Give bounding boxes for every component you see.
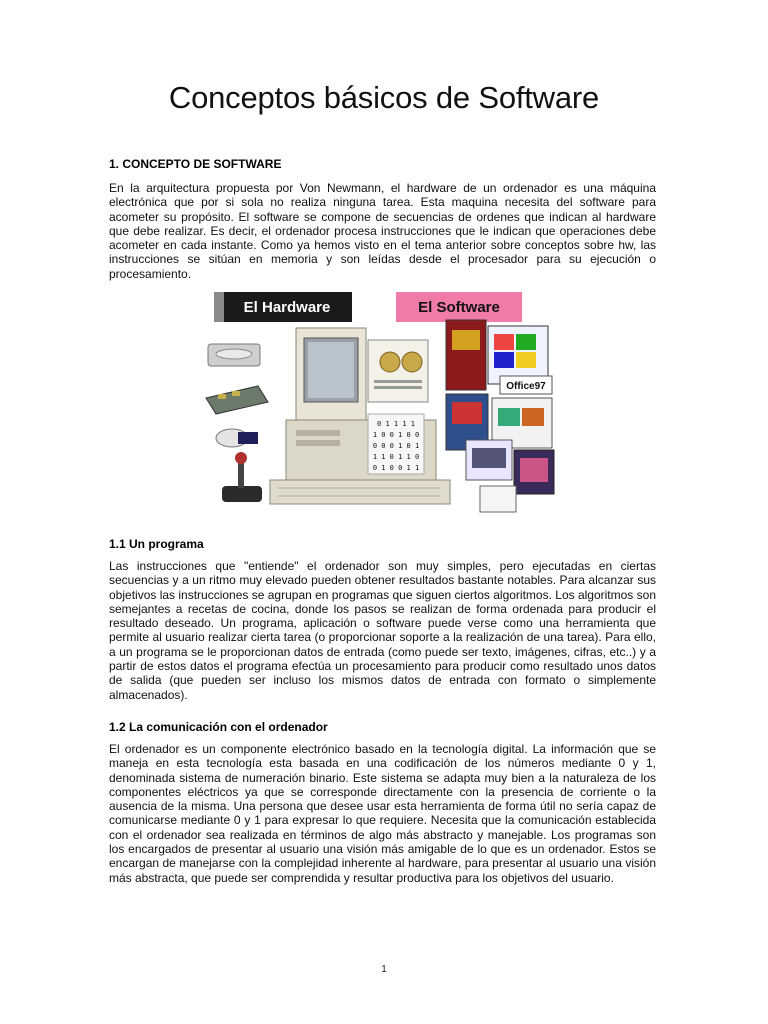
- hardware-software-illustration: [200, 290, 564, 518]
- hardware-label: El Hardware: [243, 299, 331, 316]
- section-body-3: El ordenador es un componente electrónico basado en la tecnología digital. La información que se maneja en esta tecnología esta basada en una codificación de los números mediante 0 y 1, denominada sistema de numeración binario. Este sistema se adapta muy bien a la naturaleza de los componentes eléctricos ya que se corresponde directamente con la presencia de corriente o la ausencia de la misma. Una persona que desee usar esta herramienta de forma útil no sería capaz de comunicarse mediante 0 y 1 para expresar lo que requiere. Necesita que la comunicación establecida con el ordenador sea realizada en términos de algo más abstracto y manejable. Los programas son los encargados de presentar al usuario una visión más amigable de lo que es un ordenador. Estos se encargan de manejarse con la complejidad inherente al hardware, para presentar al usuario una visión más abstracta, que puede ser comprendida y resultar productiva para los objetivos del usuario.: [109, 742, 656, 885]
- section-body-1: En la arquitectura propuesta por Von Newmann, el hardware de un ordenador es una máquina electrónica que por si sola no realiza ninguna tarea. Esta maquina necesita del software para acometer su propósito. El software se compone de secuencias de ordenes que indican al hardware que debe realizar. Es decir, el ordenador procesa instrucciones que le indican que operaciones debe acometer en cada instante. Como ya hemos visto en el tema anterior sobre conceptos sobre hw, las instrucciones se sitúan en memoria y son leídas desde el procesador para su ejecución o procesamiento.: [109, 181, 656, 281]
- software-window-icon: [368, 340, 428, 402]
- section-body-2: Las instrucciones que "entiende" el ordenador son muy simples, pero ejecutadas en ciertas secuencias y a un ritmo muy elevado pueden obtener resultados bastante notables. Para alcanzar sus objetivos las instrucciones se agrupan en programas que siguen ciertos algoritmos. Los algoritmos son semejantes a recetas de cocina, donde los pasos se realizan de forma ordenada para producir el resultado deseado. Un programa, aplicación o software puede verse como una herramienta que permite al usuario realizar cierta tarea (o proporcionar soporte a la realización de una tarea). Para ello, a un programa se le proporcionan datos de entrada (como puede ser texto, imágenes, cifras, etc..) y a partir de estos datos el programa efectúa un procesamiento para producir como resultado unos datos de salida (que pueden ser incluso los mismos datos de entrada con formato o simplemente almacenados).: [109, 559, 656, 702]
- page-title: Conceptos básicos de Software: [168, 80, 600, 115]
- binary-code-panel: [368, 414, 424, 474]
- office97-box-label: Office97: [506, 381, 546, 392]
- svg-text:0 1 0 0 1 1: 0 1 0 0 1 1: [372, 464, 420, 472]
- cd-drive-icon: [208, 344, 260, 366]
- section-heading-2: 1.1 Un programa: [109, 537, 204, 551]
- page-number: 1: [381, 964, 387, 975]
- svg-text:0 1 1 1 1: 0 1 1 1 1: [377, 420, 415, 428]
- svg-text:1 0 0 1 0 0: 1 0 0 1 0 0: [372, 431, 420, 439]
- section-heading-3: 1.2 La comunicación con el ordenador: [109, 720, 328, 734]
- svg-text:0 0 0 1 0 1: 0 0 0 1 0 1: [372, 442, 420, 450]
- section-heading-1: 1. CONCEPTO DE SOFTWARE: [109, 157, 282, 171]
- software-label: El Software: [418, 299, 500, 316]
- svg-text:1 1 0 1 1 0: 1 1 0 1 1 0: [372, 453, 420, 461]
